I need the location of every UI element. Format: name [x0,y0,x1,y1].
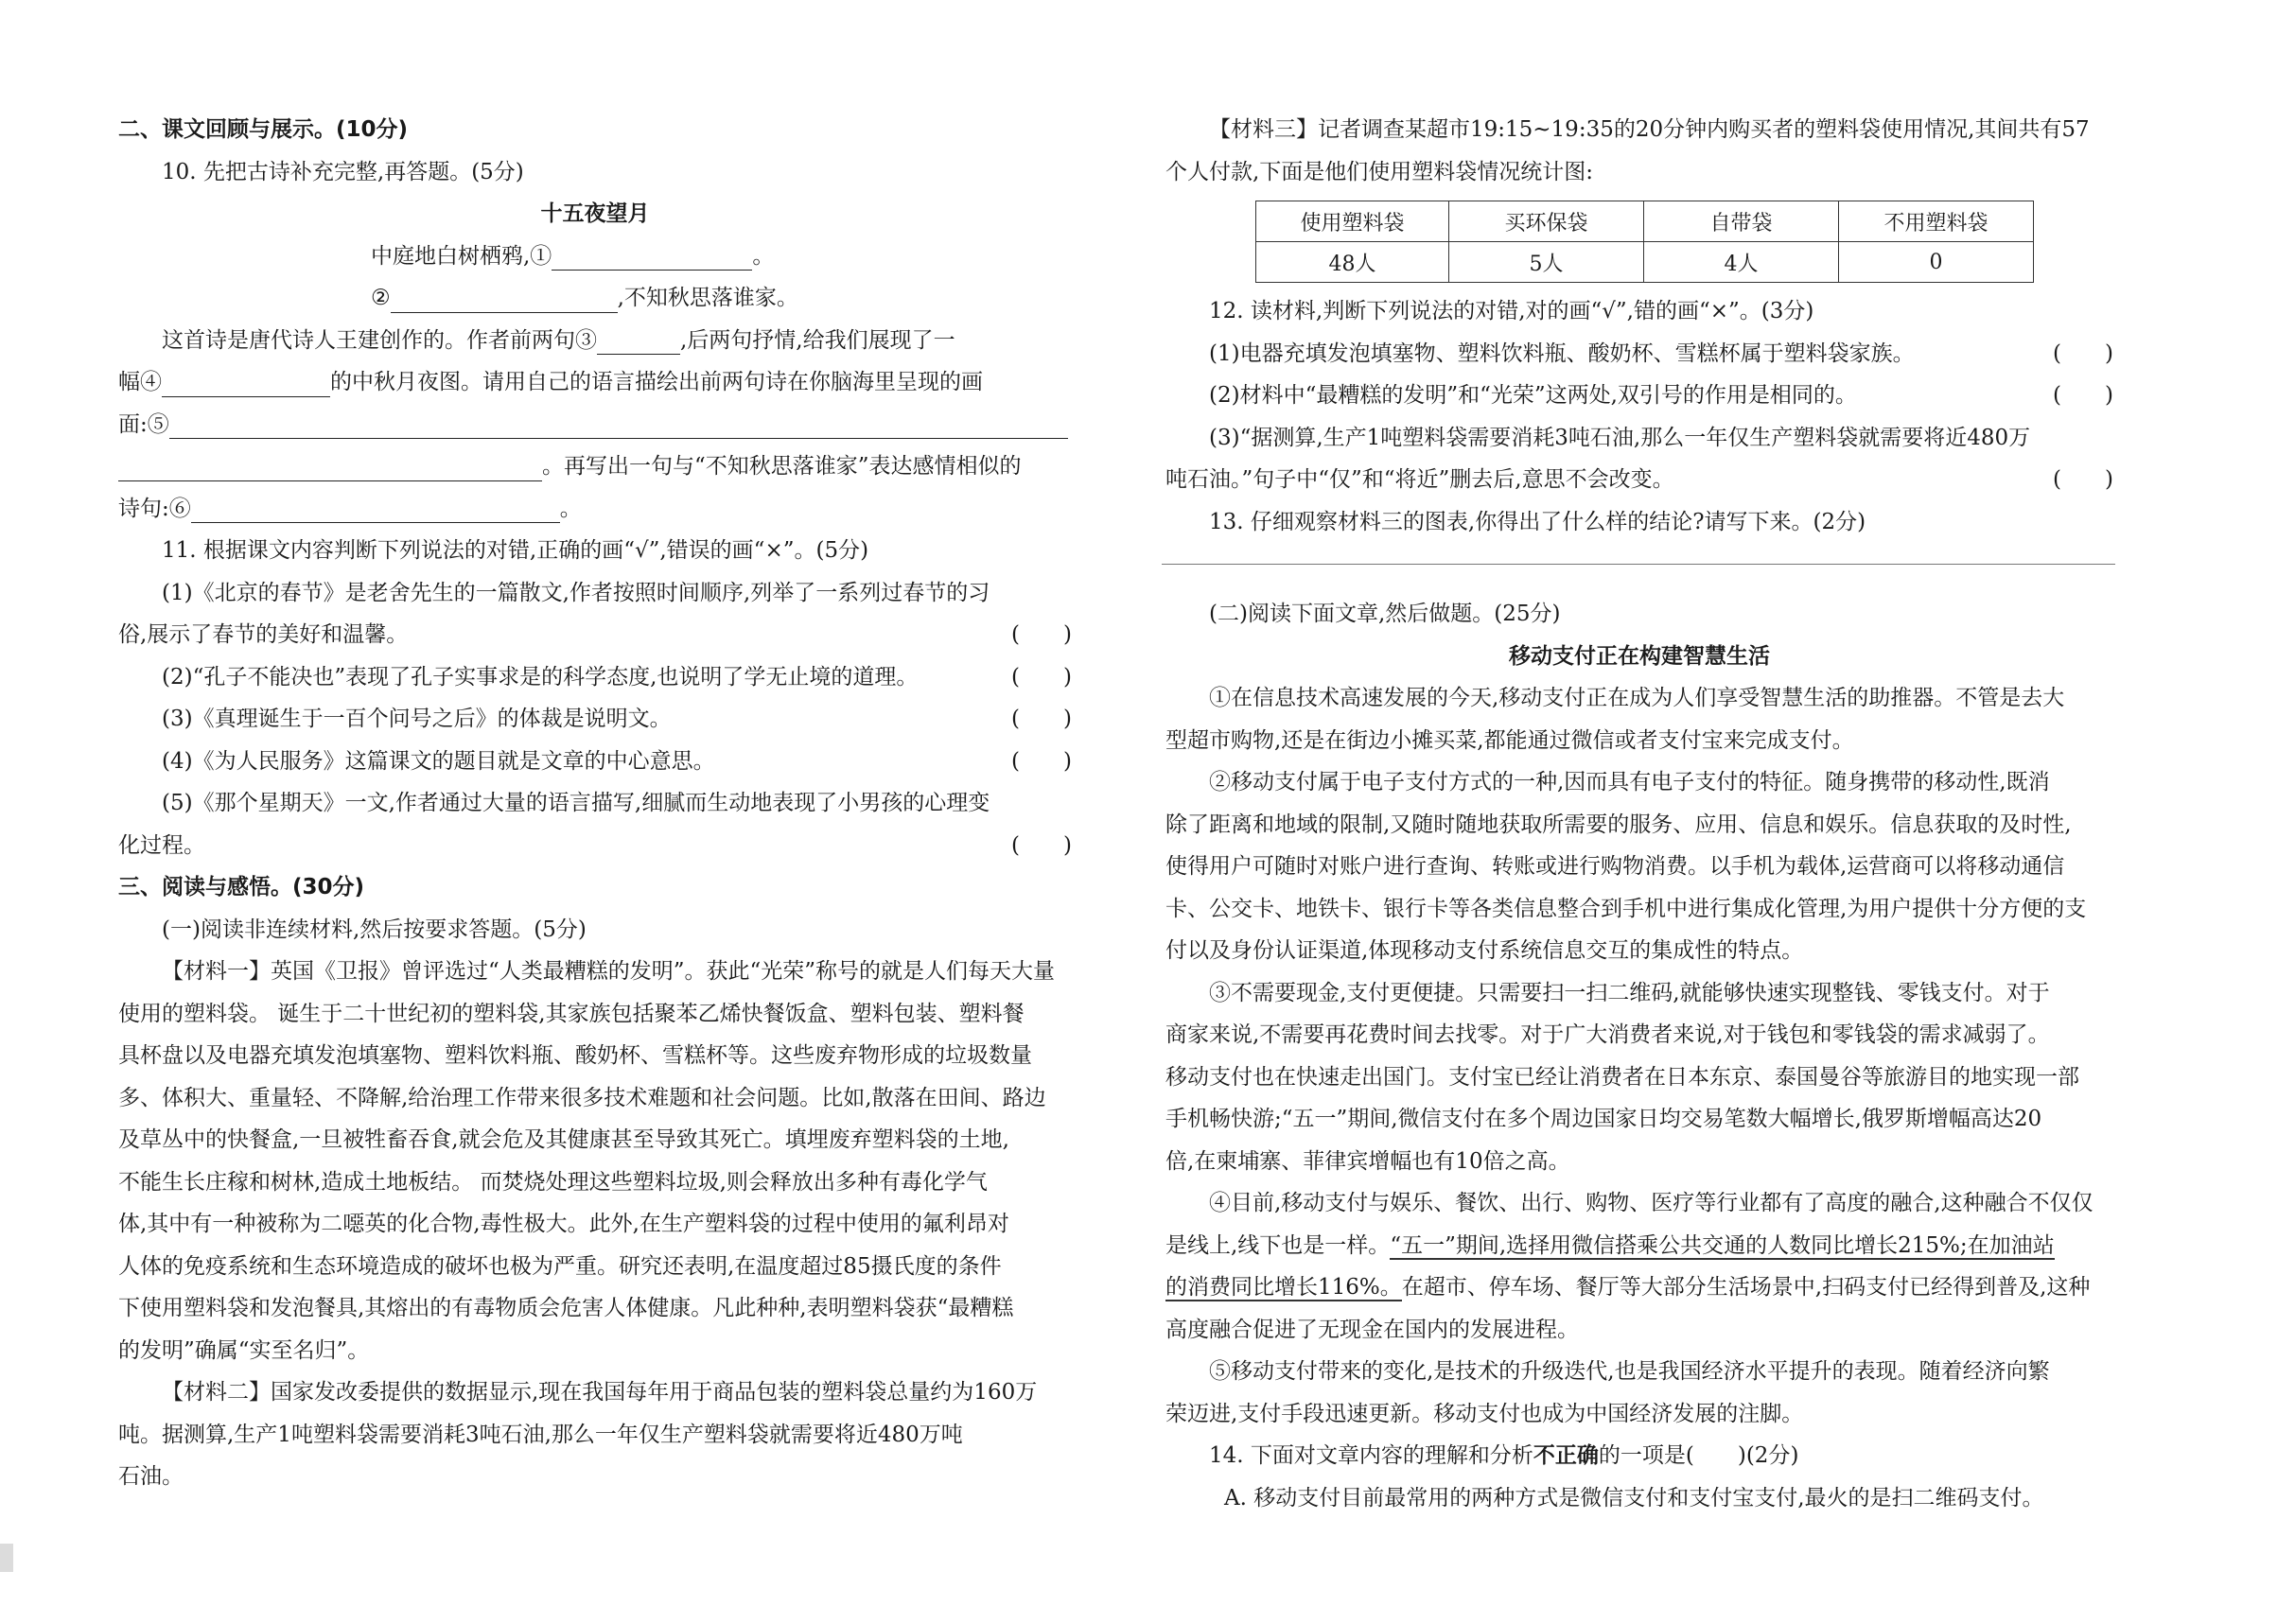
divider [1162,564,2115,565]
table-row [1256,242,2034,283]
material-2 [118,1371,1072,1498]
table-header-cell: 使用塑料袋 [1256,201,1449,242]
question-12: 12. 读材料,判断下列说法的对错,对的画“√”,错的画“×”。(3分) [1209,299,1814,323]
poem-question-line-3: 面:⑤ [118,404,1072,446]
table-header-cell: 自带袋 [1644,201,1839,242]
blank-1[interactable] [552,243,752,271]
judge-item-5-cont: 化过程。 ( ) [118,825,1072,867]
table-cell: 5人 [1449,242,1644,283]
judge-item-3: (3)《真理诞生于一百个问号之后》的体裁是说明文。 ( ) [118,698,1072,741]
material-1-line: 不能生长庄稼和树林,造成土地板结。 而焚烧处理这些塑料垃圾,则会释放出多种有毒化学气 [118,1169,988,1195]
article-title: 移动支付正在构建智慧生活 [1509,643,1770,669]
poem-line-1: 中庭地白树栖鸦,① 。 [118,236,1072,278]
material-1-line: 具杯盘以及电器充填发泡填塞物、塑料饮料瓶、酸奶杯、雪糕杯等。这些废弃物形成的垃圾数量 [118,1043,1032,1068]
subsection-1-heading: (一)阅读非连续材料,然后按要求答题。(5分) [162,917,587,942]
page-edge-marker [0,1544,13,1572]
blank-5-cont[interactable] [118,454,542,481]
answer-paren[interactable]: ( ) [1011,832,1072,858]
material-1-line: 多、体积大、重量轻、不降解,给治理工作带来很多技术难题和社会问题。比如,散落在田间、路边 [118,1085,1046,1110]
article-line: 倍,在柬埔寨、菲律宾增幅也有10倍之高。 [1165,1148,1570,1174]
blank-6[interactable] [191,496,560,523]
table-cell: 48人 [1256,242,1449,283]
article-line: ③不需要现金,支付更便捷。只需要扫一扫二维码,就能够快速实现整钱、零钱支付。对于 [1209,980,2050,1005]
blank-5[interactable] [169,411,1068,439]
material-3-line-2: 个人付款,下面是他们使用塑料袋情况统计图: [1165,159,1594,184]
article-line: 使得用户可随时对账户进行查询、转账或进行购物消费。以手机为载体,运营商可以将移动通信 [1165,854,2065,879]
material-2-line: 吨。据测算,生产1吨塑料袋需要消耗3吨石油,那么一年仅生产塑料袋就需要将近480万吨 [118,1422,963,1447]
poem-question-line-1: 这首诗是唐代诗人王建创作的。作者前两句③ ,后两句抒情,给我们展现了一 [118,320,1072,362]
judge-item-12-2: (2)材料中“最糟糕的发明”和“光荣”这两处,双引号的作用是相同的。 ( ) [1165,375,2113,417]
poem-question-line-5: 诗句:⑥ 。 [118,488,1072,531]
material-1-line: 下使用塑料袋和发泡餐具,其熔出的有毒物质会危害人体健康。凡此种种,表明塑料袋获“最糟糕 [118,1296,1014,1320]
answer-paren[interactable]: ( ) [1011,707,1072,731]
question-11: 11. 根据课文内容判断下列说法的对错,正确的画“√”,错误的画“×”。(5分) [162,538,869,563]
underlined-text: 的消费同比增长116%。 [1165,1275,1402,1300]
question-14: 14. 下面对文章内容的理解和分析不正确的一项是( )(2分) [1209,1443,1799,1468]
material-1 [118,951,1072,1371]
emphasis-text: 不正确 [1533,1443,1599,1468]
poem-title: 十五夜望月 [540,201,650,226]
subsection-2-heading: (二)阅读下面文章,然后做题。(25分) [1209,602,1561,626]
blank-4[interactable] [162,370,330,397]
material-2-line: 石油。 [118,1464,184,1489]
article-line: 卡、公交卡、地铁卡、银行卡等各类信息整合到手机中进行集成化管理,为用户提供十分方便的支 [1165,896,2087,921]
answer-paren[interactable]: ( ) [2053,467,2113,492]
plastic-bag-usage-table [1255,201,2034,283]
article-line: 高度融合促进了无现金在国内的发展进程。 [1165,1317,1579,1342]
poem-line-2: ② ,不知秋思落谁家。 [118,277,1072,320]
section-3-heading: 三、阅读与感悟。(30分) [118,875,365,899]
material-1-line: 的发明”确属“实至名归”。 [118,1337,370,1363]
table-cell: 4人 [1644,242,1839,283]
judge-item-5: (5)《那个星期天》一文,作者通过大量的语言描写,细腻而生动地表现了小男孩的心理变 [162,791,990,815]
blank-2[interactable] [391,286,618,313]
material-3-line-1: 【材料三】记者调查某超市19:15~19:35的20分钟内购买者的塑料袋使用情况,其间共有57 [1209,117,2090,142]
article-line: ②移动支付属于电子支付方式的一种,因而具有电子支付的特征。随身携带的移动性,既消 [1209,770,2050,795]
judge-item-12-3: (3)“据测算,生产1吨塑料袋需要消耗3吨石油,那么一年仅生产塑料袋就需要将近480万 [1209,425,2031,450]
table-header-cell: 买环保袋 [1449,201,1644,242]
material-1-line: 体,其中有一种被称为二噁英的化合物,毒性极大。此外,在生产塑料袋的过程中使用的氟利昂对 [118,1212,1009,1236]
material-2-line: 【材料二】国家发改委提供的数据显示,现在我国每年用于商品包装的塑料袋总量约为160万 [162,1380,1038,1405]
poem-question-line-4: 。再写出一句与“不知秋思落谁家”表达感情相似的 [118,445,1072,488]
article-line: 是线上,线下也是一样。“五一”期间,选择用微信搭乘公共交通的人数同比增长215%;在加油站 [1165,1232,2055,1258]
article-line: 荣迈进,支付手段迅速更新。移动支付也成为中国经济发展的注脚。 [1165,1401,1804,1426]
article-line: 手机畅快游;“五一”期间,微信支付在多个周边国家日均交易笔数大幅增长,俄罗斯增幅高达20 [1165,1107,2042,1131]
article-line: 除了距离和地域的限制,又随时随地获取所需要的服务、应用、信息和娱乐。信息获取的及时性, [1165,812,2072,837]
answer-paren[interactable]: ( ) [1011,748,1072,774]
left-column [118,109,1072,1498]
option-a[interactable]: A. 移动支付目前最常用的两种方式是微信支付和支付宝支付,最火的是扫二维码支付。 [1224,1485,2044,1510]
article-line: 移动支付也在快速走出国门。支付宝已经让消费者在日本东京、泰国曼谷等旅游目的地实现一部 [1165,1064,2079,1090]
answer-paren[interactable]: ( ) [1011,622,1072,647]
judge-item-1: (1)《北京的春节》是老舍先生的一篇散文,作者按照时间顺序,列举了一系列过春节的习 [162,580,990,605]
section-2-heading: 二、课文回顾与展示。(10分) [118,117,409,142]
article-line: 的消费同比增长116%。在超市、停车场、餐厅等大部分生活场景中,扫码支付已经得到普及,这种 [1165,1275,2091,1300]
material-1-line: 使用的塑料袋。 诞生于二十世纪初的塑料袋,其家族包括聚苯乙烯快餐饭盒、塑料包装、塑料餐 [118,1001,1025,1026]
answer-paren[interactable]: ( ) [1011,664,1072,690]
material-1-line: 【材料一】英国《卫报》曾评选过“人类最糟糕的发明”。获此“光荣”称号的就是人们每天大量 [162,959,1056,984]
judge-item-4: (4)《为人民服务》这篇课文的题目就是文章的中心意思。 ( ) [118,741,1072,783]
question-10: 10. 先把古诗补充完整,再答题。(5分) [162,159,524,184]
judge-item-2: (2)“孔子不能决也”表现了孔子实事求是的科学态度,也说明了学无止境的道理。 ( ) [118,656,1072,699]
article-line: ⑤移动支付带来的变化,是技术的升级迭代,也是我国经济水平提升的表现。随着经济向繁 [1209,1359,2050,1384]
article-line: 型超市购物,还是在街边小摊买菜,都能通过微信或者支付宝来完成支付。 [1165,727,1854,753]
underlined-text: “五一”期间,选择用微信搭乘公共交通的人数同比增长215%;在加油站 [1390,1232,2055,1258]
article-body [1165,677,2113,1435]
material-1-line: 人体的免疫系统和生态环境造成的破坏也极为严重。研究还表明,在温度超过85摄氏度的条件 [118,1253,1002,1279]
answer-paren[interactable]: ( ) [2053,341,2113,366]
article-line: ①在信息技术高速发展的今天,移动支付正在成为人们享受智慧生活的助推器。不管是去大 [1209,686,2065,710]
judge-item-12-3-cont: 吨石油。”句子中“仅”和“将近”删去后,意思不会改变。 ( ) [1165,459,2113,501]
article-line: ④目前,移动支付与娱乐、餐饮、出行、购物、医疗等行业都有了高度的融合,这种融合不仅仅 [1209,1191,2094,1215]
judge-item-1-cont: 俗,展示了春节的美好和温馨。 ( ) [118,614,1072,656]
answer-paren[interactable]: ( ) [2053,383,2113,408]
blank-3[interactable] [597,327,680,355]
poem-question-line-2: 幅④ 的中秋月夜图。请用自己的语言描绘出前两句诗在你脑海里呈现的画 [118,361,1072,404]
question-13: 13. 仔细观察材料三的图表,你得出了什么样的结论?请写下来。(2分) [1209,509,1866,534]
table-header-cell: 不用塑料袋 [1839,201,2034,242]
material-1-line: 及草丛中的快餐盒,一旦被牲畜吞食,就会危及其健康甚至导致其死亡。填埋废弃塑料袋的土地, [118,1127,1009,1152]
table-header-row [1256,201,2034,242]
table-cell: 0 [1839,242,2034,283]
article-line: 付以及身份认证渠道,体现移动支付系统信息交互的集成性的特点。 [1165,938,1804,963]
article-line: 商家来说,不需要再花费时间去找零。对于广大消费者来说,对于钱包和零钱袋的需求减弱了。 [1165,1022,2050,1047]
judge-item-12-1: (1)电器充填发泡填塞物、塑料饮料瓶、酸奶杯、雪糕杯属于塑料袋家族。 ( ) [1165,333,2113,375]
right-column [1165,109,2113,1519]
